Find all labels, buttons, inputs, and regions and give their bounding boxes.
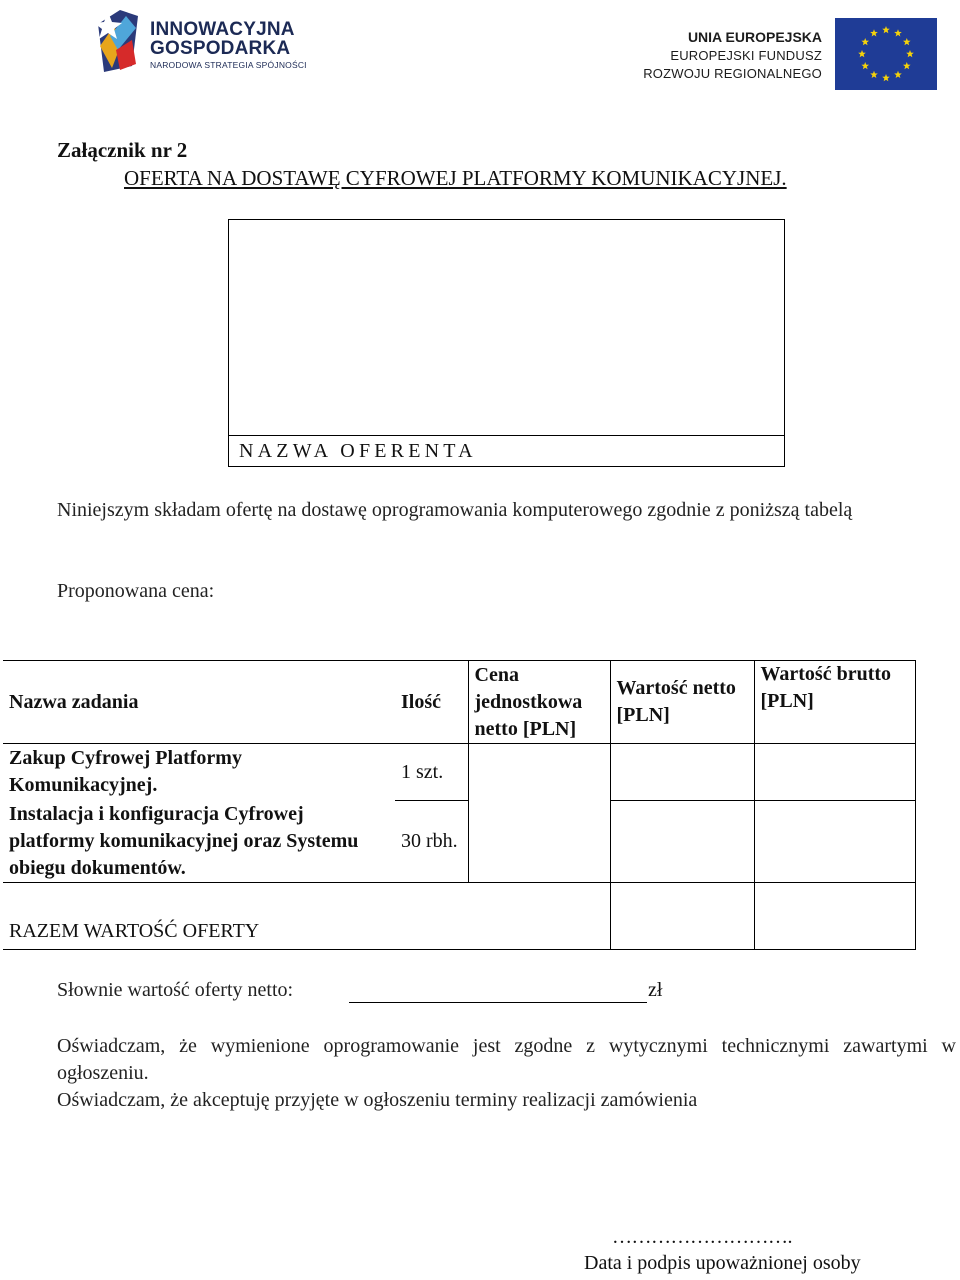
offeror-name-label: NAZWA OFERENTA <box>229 435 784 466</box>
header-qty: Ilość <box>395 661 468 744</box>
ig-logo-line2: GOSPODARKA <box>150 38 291 59</box>
row2-task: Instalacja i konfiguracja Cyfrowej platformy komunikacyjnej oraz Systemu obiegu dokumentów. <box>3 801 395 883</box>
compliance-declaration: Oświadczam, że wymienione oprogramowanie jest zgodne z wytycznymi technicznymi zawartymi w ogłoszeniu. <box>57 1035 956 1084</box>
eu-logo-line1: UNIA EUROPEJSKA <box>687 29 822 45</box>
offeror-name-box[interactable] <box>228 219 785 467</box>
signature-line[interactable]: ………………………. <box>612 1226 792 1248</box>
intro-text: Niniejszym składam ofertę na dostawę oprogramowania komputerowego zgodnie z poniższą tabelą <box>57 499 853 521</box>
proposed-price-label: Proponowana cena: <box>57 580 215 602</box>
table-total-row <box>3 883 915 950</box>
table-row <box>3 744 915 801</box>
row2-gross-value[interactable] <box>754 801 915 883</box>
row1-unit-price[interactable] <box>468 744 610 801</box>
row2-net-value[interactable] <box>610 801 754 883</box>
innowacyjna-gospodarka-logo <box>92 6 322 78</box>
ig-logo-line3: NARODOWA STRATEGIA SPÓJNOŚCI <box>150 60 307 70</box>
eu-flag-icon <box>835 18 937 90</box>
signature-label: Data i podpis upoważnionej osoby <box>584 1252 861 1274</box>
eu-logo-line2: EUROPEJSKI FUNDUSZ <box>670 48 822 63</box>
table-header-row <box>3 661 915 744</box>
ig-logo-line1: INNOWACYJNA <box>150 19 295 40</box>
row2-unit-price[interactable] <box>468 801 610 883</box>
header-gross-value: Wartość brutto [PLN] <box>754 661 915 744</box>
annex-number: Załącznik nr 2 <box>57 138 188 162</box>
eu-logo <box>640 10 940 92</box>
deadlines-declaration: Oświadczam, że akceptuję przyjęte w ogłoszeniu terminy realizacji zamówienia <box>57 1089 698 1111</box>
row1-qty: 1 szt. <box>395 744 468 801</box>
header-task: Nazwa zadania <box>3 661 395 744</box>
header-unit-price: Cena jednostkowa netto [PLN] <box>468 661 610 744</box>
header-net-value: Wartość netto [PLN] <box>610 661 754 744</box>
total-net-value[interactable] <box>610 883 754 950</box>
row2-qty: 30 rbh. <box>395 801 468 883</box>
currency-label: zł <box>648 979 663 1001</box>
row1-task: Zakup Cyfrowej Platformy Komunikacyjnej. <box>3 744 395 801</box>
row1-gross-value[interactable] <box>754 744 915 801</box>
ig-logo-icon <box>92 6 152 78</box>
amount-in-words-field[interactable] <box>349 1002 647 1003</box>
total-gross-value[interactable] <box>754 883 915 950</box>
amount-in-words-label: Słownie wartość oferty netto: <box>57 979 294 1001</box>
total-label: RAZEM WARTOŚĆ OFERTY <box>3 883 610 950</box>
eu-logo-line3: ROZWOJU REGIONALNEGO <box>643 66 822 81</box>
row1-net-value[interactable] <box>610 744 754 801</box>
offeror-name-field[interactable] <box>229 220 784 436</box>
offer-title: OFERTA NA DOSTAWĘ CYFROWEJ PLATFORMY KOMUNIKACYJNEJ. <box>124 166 787 190</box>
price-table <box>3 660 916 950</box>
table-row <box>3 801 915 883</box>
